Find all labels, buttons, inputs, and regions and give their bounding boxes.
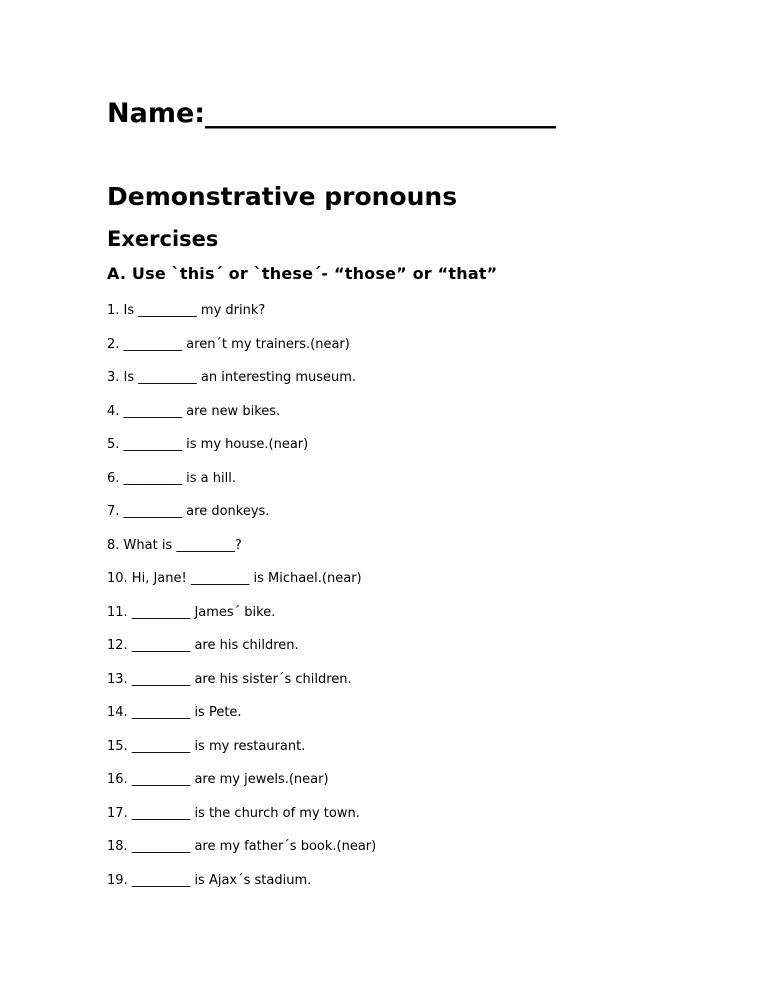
exercise-item: 14. _________ is Pete. <box>107 705 242 720</box>
exercise-item: 15. _________ is my restaurant. <box>107 738 306 754</box>
exercise-item: 19. _________ is Ajax´s stadium. <box>107 872 312 888</box>
exercise-item: 3. Is _________ an interesting museum. <box>107 370 357 385</box>
exercise-item: 2. _________ aren´t my trainers.(near) <box>107 336 350 352</box>
exercise-item: 7. _________ are donkeys. <box>107 504 270 519</box>
exercise-item: 18. _________ are my father´s book.(near) <box>107 839 377 854</box>
name-field-line: Name:__________________________ <box>107 98 557 129</box>
exercise-item: 13. _________ are his sister´s children. <box>107 671 352 687</box>
exercise-instruction: A. Use `this´ or `these´- “those” or “that” <box>107 264 498 283</box>
exercise-item: 6. _________ is a hill. <box>107 470 236 486</box>
exercise-item: 8. What is _________? <box>107 537 242 553</box>
page-title: Demonstrative pronouns <box>107 182 458 211</box>
exercise-item: 17. _________ is the church of my town. <box>107 805 360 821</box>
exercise-item: 1. Is _________ my drink? <box>107 303 266 318</box>
exercise-item: 10. Hi, Jane! _________ is Michael.(near) <box>107 571 362 586</box>
exercise-item: 5. _________ is my house.(near) <box>107 437 309 452</box>
exercise-item: 11. _________ James´ bike. <box>107 604 276 620</box>
section-subtitle: Exercises <box>107 227 219 251</box>
exercise-item: 4. _________ are new bikes. <box>107 403 281 419</box>
exercise-item: 16. _________ are my jewels.(near) <box>107 772 329 787</box>
exercise-item: 12. _________ are his children. <box>107 638 299 653</box>
exercise-list <box>107 300 376 903</box>
